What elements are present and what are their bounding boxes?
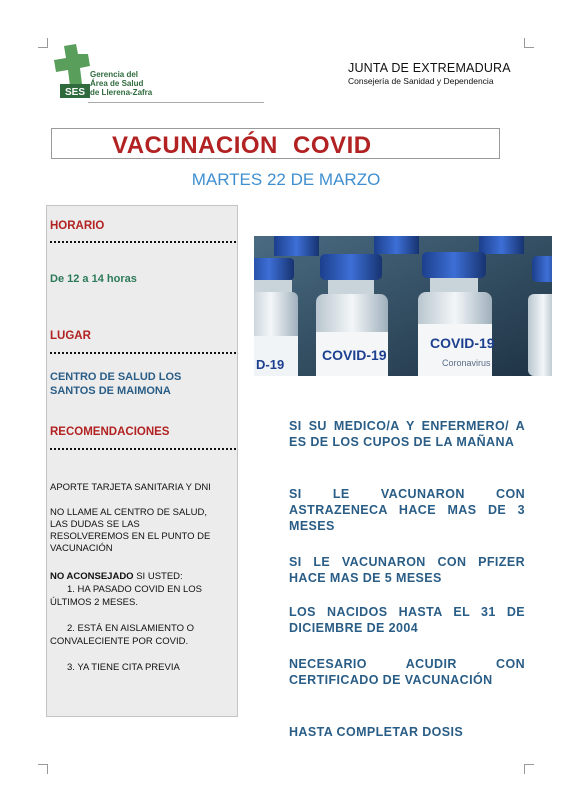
info-paragraph-4: LOS NACIDOS HASTA EL 31 DE DICIEMBRE DE 2004 [289,605,525,635]
crop-mark-bottom-left [38,764,48,774]
crop-mark-top-right [524,38,534,48]
lugar-line-1: CENTRO DE SALUD LOS [50,371,182,383]
logo-text: Gerencia del Área de Salud de Llerena-Zafra [90,70,153,97]
info-sidebar [46,205,238,717]
vial-label-left: D-19 [256,357,285,372]
department-name: Consejería de Sanidad y Dependencia [348,76,494,86]
info-paragraph-6: HASTA COMPLETAR DOSIS [289,725,464,739]
recomendaciones-heading: RECOMENDACIONES [50,426,170,438]
logo-underline [88,102,264,103]
lugar-line-2: SANTOS DE MAIMONA [50,385,171,397]
info-paragraph-2: SI LE VACUNARON CON ASTRAZENECA HACE MAS DE 3 MESES [289,487,525,533]
title-box [51,128,500,159]
ses-logo [48,44,216,104]
vial-label-right: COVID-19 [430,335,495,351]
contraindication-2-cont: CONVALECIENTE POR COVID. [50,636,189,647]
recommendation-1: APORTE TARJETA SANITARIA Y DNI [50,482,211,493]
event-date: MARTES 22 DE MARZO [191,170,381,189]
no-aconsejado: NO ACONSEJADO SI USTED: [50,571,183,582]
horario-heading: HORARIO [50,220,105,232]
crop-mark-bottom-right [524,764,534,774]
contraindication-1: 1. HA PASADO COVID EN LOS [67,584,202,595]
cross-logo-icon [52,44,92,100]
crop-mark-top-left [38,38,48,48]
vial-sublabel: Coronavirus [442,358,491,368]
info-paragraph-5: NECESARIO ACUDIR CON CERTIFICADO DE VACUNACIÓN [289,657,525,687]
contraindication-2: 2. ESTÁ EN AISLAMIENTO O [67,623,195,634]
horario-value: De 12 a 14 horas [50,273,137,285]
vaccine-vials-photo [254,236,552,376]
divider [50,241,236,243]
info-paragraph-3: SI LE VACUNARON CON PFIZER HACE MAS DE 5 MESES [289,555,525,585]
vial-label-center: COVID-19 [322,347,387,363]
lugar-heading: LUGAR [50,330,91,342]
recommendation-2: NO LLAME AL CENTRO DE SALUD, LAS DUDAS SE LAS RESOLVEREMOS EN EL PUNTO DE VACUNACIÓN [50,507,211,554]
divider [50,352,236,354]
contraindication-3: 3. YA TIENE CITA PREVIA [67,662,180,673]
info-paragraph-1: SI SU MEDICO/A Y ENFERMERO/ A ES DE LOS CUPOS DE LA MAÑANA [289,419,525,449]
divider [50,448,236,450]
logo-badge: SES [64,87,86,98]
page-title: VACUNACIÓN COVID [112,132,372,159]
org-name: JUNTA DE EXTREMADURA [348,61,511,75]
contraindication-1-cont: ÚLTIMOS 2 MESES. [50,597,138,608]
